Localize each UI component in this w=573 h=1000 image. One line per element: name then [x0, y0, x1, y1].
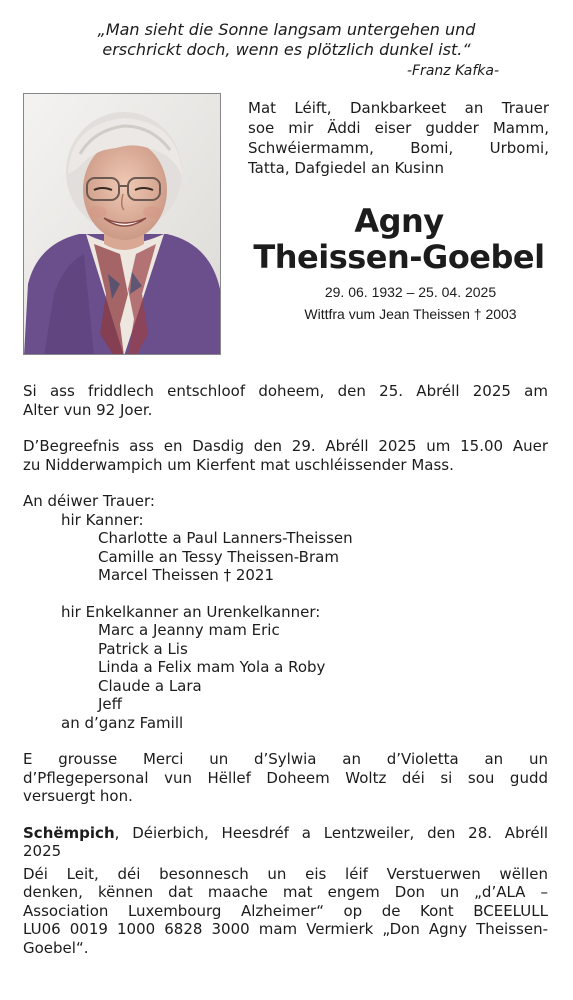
quote-line-2: erschrickt doch, wenn es plötzlich dunkel ist.“: [102, 40, 471, 59]
grandchild-entry: Linda a Felix mam Yola a Roby: [98, 658, 326, 676]
donation-paragraph: [23, 865, 548, 958]
intro-line-1: Mat Léift, Dankbarkeet an Trauer: [248, 99, 549, 117]
grandchild-entry: Marc a Jeanny mam Eric: [98, 621, 280, 639]
child-entry: Charlotte a Paul Lanners-Theissen: [98, 529, 353, 547]
funeral-line-1: D’Begreefnis ass en Dasdig den 29. Abréll 2025 um 15.00 Auer: [23, 437, 548, 455]
thanks-line-1: E grousse Merci un d’Sylwia an d’Violetta an un: [23, 750, 548, 768]
portrait-image: [24, 94, 221, 355]
grandchildren-label: hir Enkelkanner an Urenkelkanner:: [61, 602, 321, 621]
farewell-intro: [248, 98, 549, 178]
widow-note: Wittfra vum Jean Theissen † 2003: [304, 306, 517, 322]
children-label: hir Kanner:: [61, 510, 144, 529]
donation-line-1: Déi Leit, déi besonnesch un eis léif Verstuerwen wëllen: [23, 864, 548, 883]
portrait-photo: [23, 93, 221, 355]
thanks-line-2: d’Pflegepersonal vun Hëllef Doheem Woltz déi si sou gudd: [23, 768, 548, 787]
death-paragraph: [23, 382, 548, 419]
donation-line-3: Association Luxembourg Alzheimer“ op de Kont BCEELULL: [23, 901, 548, 920]
intro-line-2: soe mir Äddi eiser gudder Mamm,: [248, 119, 549, 137]
death-line-1: Si ass friddlech entschloof doheem, den 25. Abréll 2025 am: [23, 382, 548, 400]
thanks-paragraph: [23, 750, 548, 806]
deceased-first-name: Agny: [354, 202, 444, 240]
notice-body: [23, 382, 548, 957]
deceased-last-name: Theissen-Goebel: [253, 238, 545, 276]
intro-line-3: Schwéiermamm, Bomi, Urbomi,: [248, 139, 549, 157]
mourners-heading: An déiwer Trauer:: [23, 492, 155, 510]
donation-line-4: LU06 0019 1000 6828 3000 mam Vermierk „Don Agny Theissen-: [23, 920, 548, 938]
grandchildren-section: [23, 603, 548, 733]
kafka-quote: [30, 20, 543, 60]
intro-line-4: Tatta, Dafgiedel an Kusinn: [248, 159, 445, 177]
donation-line-5: Goebel“.: [23, 938, 89, 957]
death-line-2: Alter vun 92 Joer.: [23, 400, 153, 419]
family-entry: an d’ganz Famill: [61, 713, 184, 732]
place-rest: , Déierbich, Heesdréf a Lentzweiler, den 28. Abréll: [114, 823, 548, 842]
life-dates: 29. 06. 1932 – 25. 04. 2025: [324, 284, 497, 300]
funeral-line-2: zu Nidderwampich um Kierfent mat uschléissender Mass.: [23, 455, 454, 474]
grandchild-entry: Patrick a Lis: [98, 639, 188, 658]
grandchild-entry: Jeff: [98, 695, 122, 713]
thanks-line-3: versuergt hon.: [23, 787, 133, 805]
donation-line-2: denken, kënnen dat maache mat engem Don un „d’ALA –: [23, 883, 548, 901]
quote-author: -Franz Kafka-: [406, 63, 499, 79]
quote-line-1: „Man sieht die Sonne langsam untergehen und: [97, 20, 476, 39]
place-line-2: 2025: [23, 842, 62, 860]
place-date-paragraph: [23, 824, 548, 861]
child-entry: Camille an Tessy Theissen-Bram: [98, 547, 339, 566]
grandchild-entry: Claude a Lara: [98, 676, 202, 695]
funeral-paragraph: [23, 437, 548, 474]
child-entry: Marcel Theissen † 2021: [98, 566, 275, 584]
mourners-section: [23, 492, 548, 585]
place-line-1: [23, 824, 548, 843]
place-name: Schëmpich: [23, 823, 115, 842]
